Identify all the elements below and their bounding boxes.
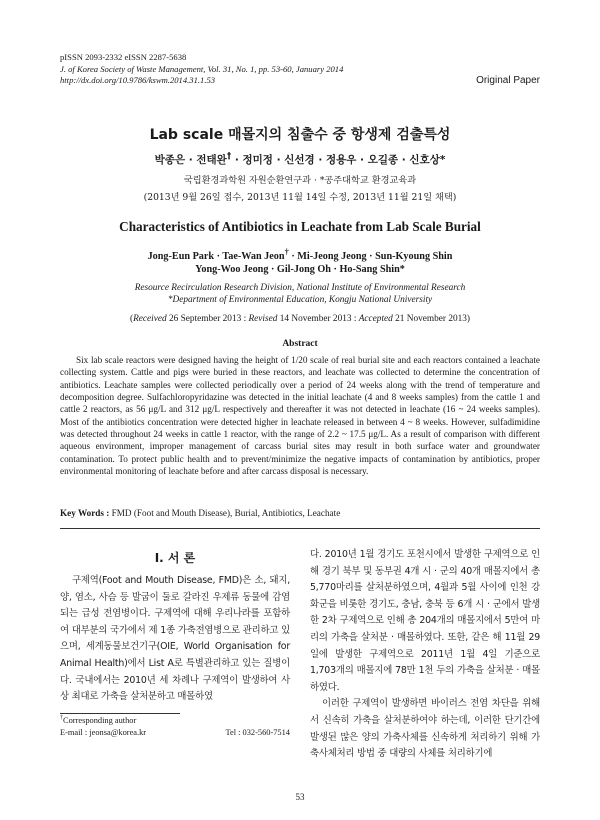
journal-header [60, 52, 343, 87]
english-authors-line1-part1: Jong-Eun Park · Tae-Wan Jeon [147, 251, 285, 262]
korean-dates: (2013년 9월 26일 접수, 2013년 11월 14일 수정, 2013년 11월 21일 채택) [143, 192, 457, 203]
body-left-column: 구제역(Foot and Mouth Disease, FMD)은 소, 돼지, 양, 염소, 사슴 등 발굽이 둘로 갈라진 우제류 동물에 감염되는 급성 전염병이다. 구제역에 대해 우리나라를 포함하여 대부분의 국가에서 제 1종 가축전염병으로 관리하고 있으며, 세계동물보건기구(OIE, World Organisation for Animal Health)에서 List A로 특별관리하고 있는 질병이다. 국내에서는 2010년 세 차례나 구제역이 발생하여 사상 최대로 가축을 살처분하고 매몰하였 [60, 575, 290, 703]
english-authors-line1-part2: · Mi-Jeong Jeong · Sun-Kyoung Shin [288, 251, 453, 262]
issn-line: pISSN 2093-2332 eISSN 2287-5638 [60, 52, 187, 62]
received-date: 26 September 2013 : [166, 314, 249, 324]
journal-citation: J. of Korea Society of Waste Management, Vol. 31, No. 1, pp. 53-60, January 2014 [60, 63, 344, 74]
english-affiliation [40, 282, 560, 306]
english-title: Characteristics of Antibiotics in Leachate from Lab Scale Burial [119, 219, 481, 234]
korean-authors [40, 152, 560, 167]
korean-authors-part1: 박종은 · 전태완 [154, 154, 227, 166]
revised-date: 14 November 2013 : [277, 314, 359, 324]
english-affiliation-1: Resource Recirculation Research Division, National Institute of Environmental Research [134, 283, 466, 293]
english-dates: (Received 26 September 2013 : Revised 14 November 2013 : Accepted 21 November 2013) [129, 314, 471, 324]
korean-authors-part2: · 정미정 · 신선경 · 정용우 · 오길종 · 신호상* [231, 154, 446, 166]
footnote-email[interactable]: E-mail : jeonsa@korea.kr [60, 728, 147, 737]
body-right-paragraph-2: 이러한 구제역이 발생하면 바이러스 전염 차단을 위해서 신속히 가축을 살처분하여야 하는데, 이러한 단기간에 발생된 많은 양의 가축사체를 신속하게 처리하기 위해 가축사체처리 방법 중 대량의 사체를 처리하기에 [310, 698, 540, 760]
paper-type-label: Original Paper [476, 75, 540, 86]
accepted-date: 21 November 2013) [392, 314, 471, 324]
keywords [60, 508, 540, 518]
footnote-divider [60, 713, 180, 714]
korean-affiliation: 국립환경과학원 자원순환연구과 · *공주대학교 환경교육과 [183, 175, 417, 186]
revised-label: Revised [248, 314, 278, 324]
abstract-heading: Abstract [282, 339, 318, 349]
english-authors [40, 246, 560, 276]
received-label: Received [133, 314, 167, 324]
korean-title: Lab scale 매몰지의 침출수 중 항생제 검출특성 [149, 127, 451, 143]
keywords-text: FMD (Foot and Mouth Disease), Burial, Antibiotics, Leachate [109, 508, 341, 518]
doi-link[interactable]: http://dx.doi.org/10.9786/kswm.2014.31.1.53 [60, 75, 216, 86]
footnote-mark: † [60, 715, 63, 722]
keywords-label: Key Words : [60, 508, 110, 518]
page-number: 53 [295, 792, 305, 802]
english-authors-line1 [40, 246, 560, 263]
accepted-label: Accepted [358, 314, 393, 324]
section-divider [60, 528, 540, 529]
english-authors-line2: Yong-Woo Jeong · Gil-Jong Oh · Ho-Sang Shin* [195, 264, 405, 275]
corresponding-mark-en: † [284, 246, 289, 257]
footnote-tel: Tel : 032-560-7514 [225, 728, 290, 737]
footnote-corresponding [60, 716, 136, 725]
section-heading: I. 서 론 [154, 551, 196, 565]
english-affiliation-2: *Department of Environmental Education, Kongju National University [167, 295, 433, 305]
footnote-label: Corresponding author [63, 716, 137, 725]
body-right-paragraph-1: 다. 2010년 1월 경기도 포천시에서 발생한 구제역으로 인해 경기 북부 및 동부권 4개 시 · 군의 40개 매몰지에서 총 5,770마리를 살처분하였으며, 4월과 5월 사이에 인천 강화군을 비롯한 경기도, 충남, 충북 등 6개 시 · 군에서 발생한 2차 구제역으로 인해 총 204개의 매몰지에서 5만여 마리의 가축을 살처분 · 매몰하였다. 또한, 같은 해 11월 29일에 발생한 구제역으로 2011년 1월 4일 기준으로 1,703개의 매몰지에 78만 1천 두의 가축을 살처분 · 매몰하였다. [310, 549, 540, 693]
body-right-column [310, 547, 540, 763]
abstract-text: Six lab scale reactors were designed having the height of 1/20 scale of real burial site and each reactors contained a leachate collecting system. Cattle and pigs were buried in these reactors, and leachate was collected to determine the concentration of antibiotics. Leachate samples were collected periodically over a period of 24 weeks along with the trend of temperature and decomposition degree. Sulfachloropyridazine was detected in the initial leachate (4 and 8 weeks samples) from the cattle 1 and cattle 2 reactors, as 56 μg/L and 312 μg/L respectively and thereafter it was not detected in leachate (16 ~ 24 weeks samples). Most of the antibiotics concentration were detected higher in leachate released in between 4 ~ 8 weeks. However, sulfadimidine was detected throughout 24 weeks in cattle 1 reactor, with the range of 2.2 ~ 17.5 μg/L. As a result of comparison with different aqueous environment, improper management of carcass burial sites may result in both surface water and groundwater contamination. To protect public health and to prevent/minimize the negative impacts of contamination by antibiotics, proper environmental monitoring of leachate before and after carcass disposal is necessary. [60, 355, 540, 477]
footnote-contact [60, 728, 290, 737]
corresponding-mark: † [226, 151, 232, 162]
